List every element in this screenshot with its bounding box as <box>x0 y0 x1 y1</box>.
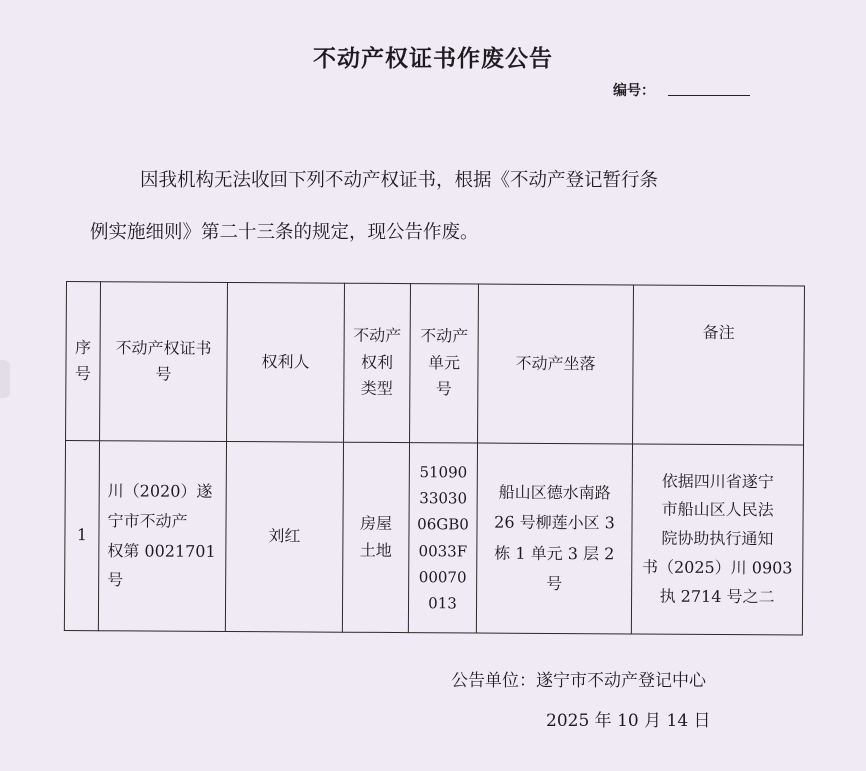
header-remark: 备注 <box>633 285 805 445</box>
header-holder: 权利人 <box>227 282 345 442</box>
cell-right-type <box>342 442 409 632</box>
right-type-line: 房屋 <box>359 513 393 534</box>
right-type-line: 土地 <box>359 540 392 560</box>
header-unit-no-line: 号 <box>435 379 452 399</box>
header-unit-no <box>410 284 479 443</box>
unit-no-line: 06GB0 <box>417 515 469 534</box>
cell-seq: 1 <box>64 441 99 631</box>
remark-line: 院协助执行通知 <box>661 528 774 549</box>
location-line: 栋 1 单元 3 层 2 <box>494 543 615 563</box>
cert-line: 权第 0021701 <box>107 540 216 561</box>
remark-line: 执 2714 号之二 <box>659 586 775 607</box>
doc-number-blank <box>668 95 750 96</box>
certificate-table-wrapper <box>64 281 804 636</box>
cell-unit-number <box>408 443 477 633</box>
cert-line: 川（2020）遂 <box>107 481 213 502</box>
intro-line-1: 因我机构无法收回下列不动产权证书，根据《不动产登记暂行条 <box>140 170 659 191</box>
issuing-unit: 公告单位：遂宁市不动产登记中心 <box>451 671 706 691</box>
cell-remark <box>631 444 803 635</box>
cell-cert-number <box>98 441 226 632</box>
unit-no-line: 013 <box>428 594 457 613</box>
header-location: 不动产坐落 <box>478 284 634 444</box>
issue-date: 2025 年 10 月 14 日 <box>546 711 711 731</box>
header-seq <box>66 282 101 441</box>
scroll-edge-tab[interactable] <box>0 360 10 398</box>
header-cert-line: 号 <box>155 364 172 384</box>
header-seq-line: 号 <box>74 364 91 384</box>
header-unit-no-line: 不动产 <box>420 326 469 346</box>
unit-no-line: 51090 <box>419 462 468 482</box>
location-line: 船山区德水南路 <box>498 482 611 503</box>
cert-line: 号 <box>107 570 124 590</box>
remark-line: 依据四川省遂宁 <box>661 471 774 491</box>
cell-location <box>476 443 632 634</box>
unit-no-line: 33030 <box>419 489 468 508</box>
header-cert-line: 不动产权证书 <box>115 337 212 358</box>
notice-title: 不动产权证书作废公告 <box>313 46 553 72</box>
header-right-type-line: 权利 <box>360 352 394 372</box>
location-line: 号 <box>546 573 563 593</box>
table-row <box>64 441 803 636</box>
remark-line: 市船山区人民法 <box>661 499 774 520</box>
location-line: 26 号柳莲小区 3 <box>494 512 615 533</box>
certificate-table <box>64 281 805 636</box>
remark-line: 书（2025）川 0903 <box>641 557 793 578</box>
table-header-row <box>66 282 805 446</box>
header-right-type-line: 类型 <box>360 378 393 399</box>
header-seq-line: 序 <box>75 337 92 357</box>
header-cert <box>100 282 228 442</box>
unit-no-line: 0033F <box>418 541 468 560</box>
intro-line-2: 例实施细则》第二十三条的规定，现公告作废。 <box>90 222 479 243</box>
header-unit-no-line: 单元 <box>427 353 461 373</box>
doc-number-label: 编号： <box>613 83 655 99</box>
cert-line: 宁市不动产 <box>107 511 188 531</box>
header-right-type-line: 不动产 <box>353 326 402 346</box>
unit-no-line: 00070 <box>418 567 467 587</box>
cell-holder: 刘红 <box>225 441 343 632</box>
header-right-type <box>344 283 411 442</box>
